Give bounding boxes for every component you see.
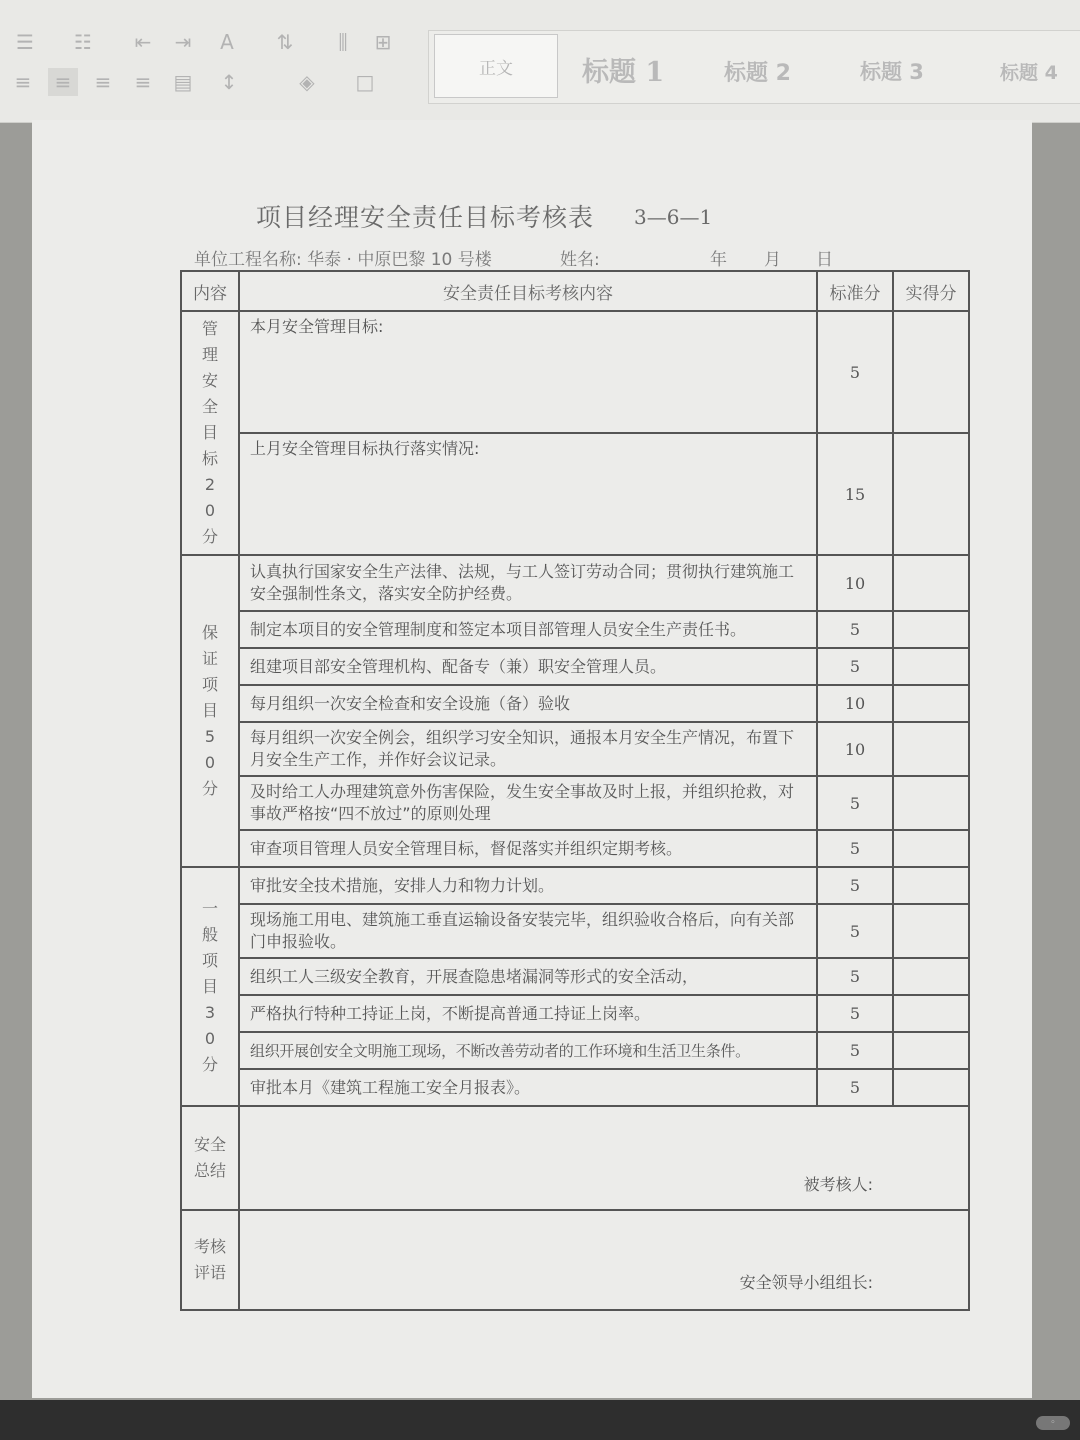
row-standard-score: 5	[817, 867, 893, 904]
row-standard-score: 10	[817, 555, 893, 611]
watermark-badge: ◦	[1036, 1416, 1070, 1430]
row-content: 严格执行特种工持证上岗，不断提高普通工持证上岗率。	[239, 995, 817, 1032]
text-direction-icon[interactable]: A	[220, 30, 234, 54]
shading-icon[interactable]: ◈	[299, 70, 315, 94]
row-standard-score: 15	[817, 433, 893, 555]
row-actual-score[interactable]	[893, 1069, 969, 1106]
header-actual: 实得分	[893, 271, 969, 311]
summary-field[interactable]	[239, 1106, 969, 1210]
row-content: 组织开展创安全文明施工现场，不断改善劳动者的工作环境和生活卫生条件。	[239, 1032, 817, 1069]
document-code: 3—6—1	[634, 205, 713, 229]
row-standard-score: 5	[817, 904, 893, 958]
column-icon[interactable]: ⫼	[338, 30, 348, 54]
ribbon-toolbar	[0, 0, 1080, 123]
row-standard-score: 5	[817, 995, 893, 1032]
row-actual-score[interactable]	[893, 995, 969, 1032]
row-actual-score[interactable]	[893, 776, 969, 830]
assessment-table	[180, 270, 970, 1311]
align-right-icon[interactable]: ≡	[94, 70, 112, 94]
row-content: 认真执行国家安全生产法律、法规，与工人签订劳动合同；贯彻执行建筑施工安全强制性条文，落实安全防护经费。	[239, 555, 817, 611]
style-normal[interactable]: 正文	[434, 34, 558, 98]
section-category: 保证项目50分	[181, 555, 239, 867]
row-content: 每月组织一次安全例会，组织学习安全知识，通报本月安全生产情况，布置下月安全生产工作，并作好会议记录。	[239, 722, 817, 776]
review-label: 考核评语	[181, 1210, 239, 1310]
row-standard-score: 5	[817, 958, 893, 995]
row-standard-score: 10	[817, 685, 893, 722]
bullet-list-icon[interactable]: ☰	[16, 30, 34, 54]
row-content: 本月安全管理目标:	[239, 311, 817, 433]
row-content: 现场施工用电、建筑施工垂直运输设备安装完毕，组织验收合格后，向有关部门申报验收。	[239, 904, 817, 958]
header-content: 安全责任目标考核内容	[239, 271, 817, 311]
row-content: 审查项目管理人员安全管理目标，督促落实并组织定期考核。	[239, 830, 817, 867]
row-content: 审批本月《建筑工程施工安全月报表》。	[239, 1069, 817, 1106]
project-name: 单位工程名称: 华泰 · 中原巴黎 10 号楼	[194, 250, 492, 270]
day-label: 日	[816, 250, 833, 270]
row-actual-score[interactable]	[893, 722, 969, 776]
line-spacing-icon[interactable]: ↕	[220, 70, 238, 94]
review-field[interactable]	[239, 1210, 969, 1310]
align-left-icon[interactable]: ≡	[14, 70, 32, 94]
header-category: 内容	[181, 271, 239, 311]
year-label: 年	[710, 250, 727, 270]
row-actual-score[interactable]	[893, 904, 969, 958]
row-standard-score: 5	[817, 776, 893, 830]
row-standard-score: 5	[817, 1032, 893, 1069]
table-grid-icon[interactable]: ⊞	[374, 30, 392, 54]
row-actual-score[interactable]	[893, 648, 969, 685]
summary-label: 安全总结	[181, 1106, 239, 1210]
row-actual-score[interactable]	[893, 958, 969, 995]
row-actual-score[interactable]	[893, 433, 969, 555]
row-content: 审批安全技术措施，安排人力和物力计划。	[239, 867, 817, 904]
row-content: 上月安全管理目标执行落实情况:	[239, 433, 817, 555]
row-actual-score[interactable]	[893, 611, 969, 648]
row-content: 组建项目部安全管理机构、配备专（兼）职安全管理人员。	[239, 648, 817, 685]
section-category: 管理安全目标20分	[181, 311, 239, 555]
row-actual-score[interactable]	[893, 1032, 969, 1069]
style-heading-3[interactable]: 标题 3	[860, 60, 924, 84]
row-content: 每月组织一次安全检查和安全设施（备）验收	[239, 685, 817, 722]
sort-icon[interactable]: ⇅	[276, 30, 294, 54]
row-standard-score: 5	[817, 648, 893, 685]
numbered-list-icon[interactable]: ☷	[74, 30, 92, 54]
header-standard: 标准分	[817, 271, 893, 311]
style-heading-4[interactable]: 标题 4	[1000, 62, 1058, 84]
increase-indent-icon[interactable]: ⇥	[174, 30, 192, 54]
month-label: 月	[764, 250, 781, 270]
row-standard-score: 5	[817, 311, 893, 433]
border-icon[interactable]: □	[355, 70, 375, 94]
row-actual-score[interactable]	[893, 555, 969, 611]
row-actual-score[interactable]	[893, 685, 969, 722]
row-content: 制定本项目的安全管理制度和签定本项目部管理人员安全生产责任书。	[239, 611, 817, 648]
decrease-indent-icon[interactable]: ⇤	[134, 30, 152, 54]
row-standard-score: 10	[817, 722, 893, 776]
row-actual-score[interactable]	[893, 830, 969, 867]
style-heading-2[interactable]: 标题 2	[724, 61, 791, 86]
review-signer-label: 安全领导小组组长:	[739, 1273, 873, 1292]
row-content: 及时给工人办理建筑意外伤害保险，发生安全事故及时上报，并组织抢救，对事故严格按“四不放过”的原则处理	[239, 776, 817, 830]
distribute-icon[interactable]: ▤	[173, 70, 193, 94]
row-actual-score[interactable]	[893, 867, 969, 904]
row-standard-score: 5	[817, 830, 893, 867]
document-title: 项目经理安全责任目标考核表	[256, 203, 595, 232]
row-standard-score: 5	[817, 1069, 893, 1106]
justify-icon[interactable]: ≡	[134, 70, 152, 94]
row-standard-score: 5	[817, 611, 893, 648]
summary-signer-label: 被考核人:	[803, 1175, 873, 1194]
row-actual-score[interactable]	[893, 311, 969, 433]
row-content: 组织工人三级安全教育，开展查隐患堵漏洞等形式的安全活动，	[239, 958, 817, 995]
bottom-edge	[0, 1400, 1080, 1440]
style-heading-1[interactable]: 标题 1	[582, 57, 665, 88]
align-center-icon[interactable]: ≡	[48, 68, 78, 96]
section-category: 一般项目30分	[181, 867, 239, 1106]
name-label: 姓名:	[560, 250, 600, 270]
